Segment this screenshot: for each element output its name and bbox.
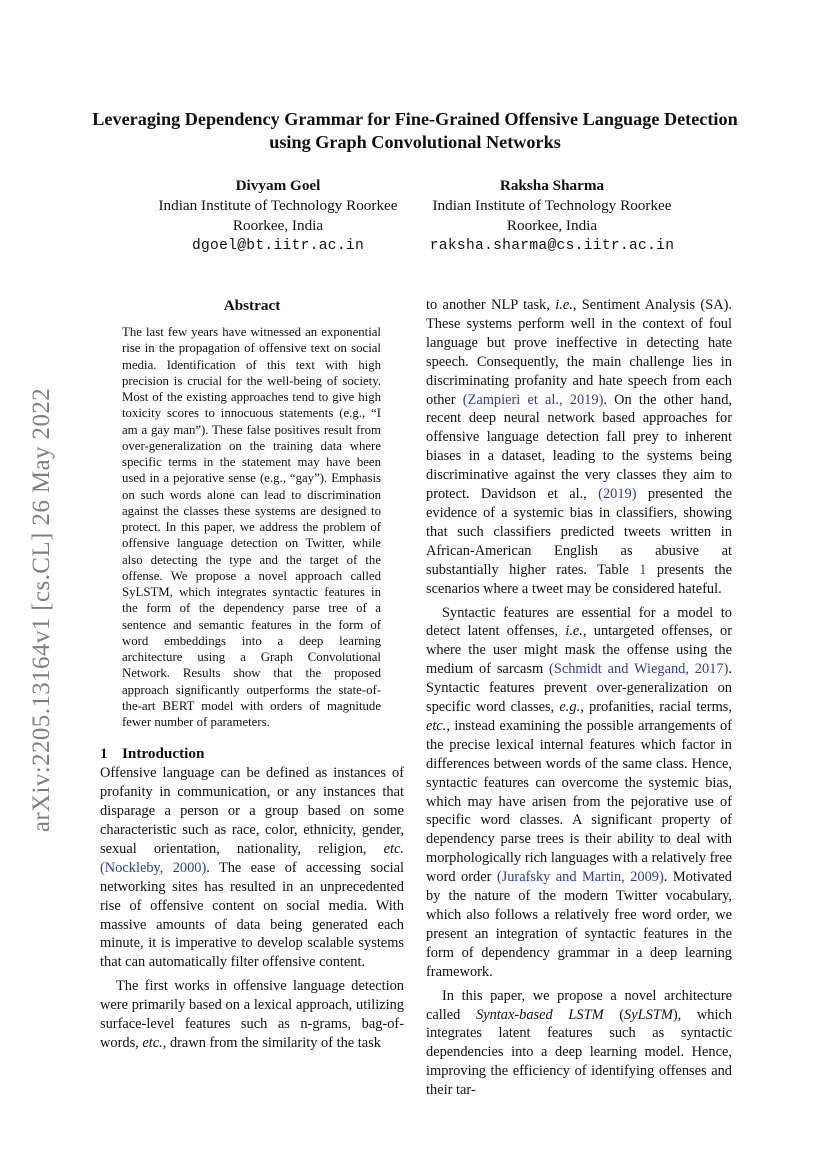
citation-link[interactable]: (Zampieri et al., 2019) xyxy=(462,391,604,408)
citation-link[interactable]: (Schmidt and Wiegand, 2017) xyxy=(549,661,729,678)
author-block-1 xyxy=(142,176,414,256)
citation-link[interactable]: (Jurafsky and Martin, 2009) xyxy=(496,869,664,886)
intro-paragraph-2-continued: to another NLP task, i.e., Sentiment Analysis (SA). These systems perform well in the context of foul language but prove ineffective in detecting hate speech. Consequently, the main challenge lies in discriminating profanity and hate speech from each other (Zampieri et al., 2019). On the other hand, recent deep neural network based approaches for offensive language detection fall prey to inherent biases in a dataset, leading to the systems being discriminative against the very classes they aim to protect. Davidson et al., (2019) presented the evidence of a systemic bias in classifiers, showing that such classifiers predicted tweets written in African-American English as abusive at substantially higher rates. Table 1 presents the scenarios where a tweet may be considered hateful. xyxy=(426,297,732,597)
author-location: Roorkee, India xyxy=(506,217,598,234)
section-number: 1 xyxy=(100,745,108,763)
author-location: Roorkee, India xyxy=(232,217,324,234)
author-affiliation: Indian Institute of Technology Roorkee xyxy=(158,197,398,214)
section-heading-introduction xyxy=(100,744,404,764)
abstract-text: The last few years have witnessed an exponential rise in the propagation of offensive text on social media. Identification of this text with high precision is crucial for the well-being of society. Most of the existing approaches tend to give high toxicity scores to innocuous statements (e.g., “I am a gay man”). These false positives result from over-generalization on the training data where specific terms in the statement may have been used in a pejorative sense (e.g., “gay”). Emphasis on such words alone can lead to discrimination against the classes these systems are designed to protect. In this paper, we address the problem of offensive language detection on Twitter, while also detecting the type and the target of the offense. We propose a novel approach called SyLSTM, which integrates syntactic features in the form of the dependency parse tree of a sentence and semantic features in the form of word embeddings into a deep learning architecture using a Graph Convolutional Network. Results show that the proposed approach significantly outperforms the state-of-the-art BERT model with orders of magnitude fewer number of parameters. xyxy=(122,325,381,729)
intro-paragraph-2: The first works in offensive language detection were primarily based on a lexical approach, utilizing surface-level features such as n-grams, bag-of-words, etc., drawn from the similarity of the task xyxy=(100,978,404,1051)
author-affiliation: Indian Institute of Technology Roorkee xyxy=(432,197,672,214)
author-email[interactable]: raksha.sharma@cs.iitr.ac.in xyxy=(429,238,675,254)
abstract-heading: Abstract xyxy=(223,297,281,314)
intro-paragraph-1: Offensive language can be defined as instances of profanity in communication, or any instances that disparage a person or a group based on some characteristic such as race, color, ethnicity, gender, sexual orientation, nationality, religion, etc. (Nockleby, 2000). The ease of accessing social networking sites has resulted in an unprecedented rise of offensive content on social media. With massive amounts of data being generated each minute, it is imperative to develop scalable systems that can automatically filter offensive content. xyxy=(100,765,405,971)
author-name: Divyam Goel xyxy=(235,177,321,194)
table-reference-link[interactable]: 1 xyxy=(639,561,647,578)
citation-link[interactable]: (Nockleby, 2000) xyxy=(100,859,207,876)
intro-paragraph-4: In this paper, we propose a novel architecture called Syntax-based LSTM (SyLSTM), which integrates latent features such as syntactic dependencies into a deep learning model. Hence, improving the efficiency of identifying offenses and their tar- xyxy=(426,987,733,1099)
intro-paragraph-3: Syntactic features are essential for a model to detect latent offenses, i.e., untargeted offenses, or where the user might mask the offense using the medium of sarcasm (Schmidt and Wiegand, 2017). Syntactic features prevent over-generalization on specific word classes, e.g., profanities, racial terms, etc., instead examining the possible arrangements of the precise lexical internal features which factor in differences between words of the same class. Hence, syntactic features can overcome the systemic bias, which may have arisen from the pejorative use of specific word classes. A significant property of dependency parse trees is their ability to deal with morphologically rich languages with a relatively free word order (Jurafsky and Martin, 2009). Motivated by the nature of the modern Twitter vocabulary, which also follows a relatively free word order, we present an integration of syntactic features in the form of dependency grammar in a deep learning framework. xyxy=(426,604,732,980)
paper-title: Leveraging Dependency Grammar for Fine-Grained Offensive Language Detection using Graph Convolutional Networks xyxy=(92,109,738,152)
author-block-2 xyxy=(416,176,688,256)
citation-link[interactable]: (2019) xyxy=(598,486,637,503)
arxiv-identifier-text[interactable]: arXiv:2205.13164v1 [cs.CL] 26 May 2022 xyxy=(28,387,55,833)
left-column xyxy=(100,296,404,1053)
author-name: Raksha Sharma xyxy=(499,177,605,194)
author-email[interactable]: dgoel@bt.iitr.ac.in xyxy=(191,238,365,254)
right-column xyxy=(426,296,732,1100)
section-title: Introduction xyxy=(122,745,205,763)
